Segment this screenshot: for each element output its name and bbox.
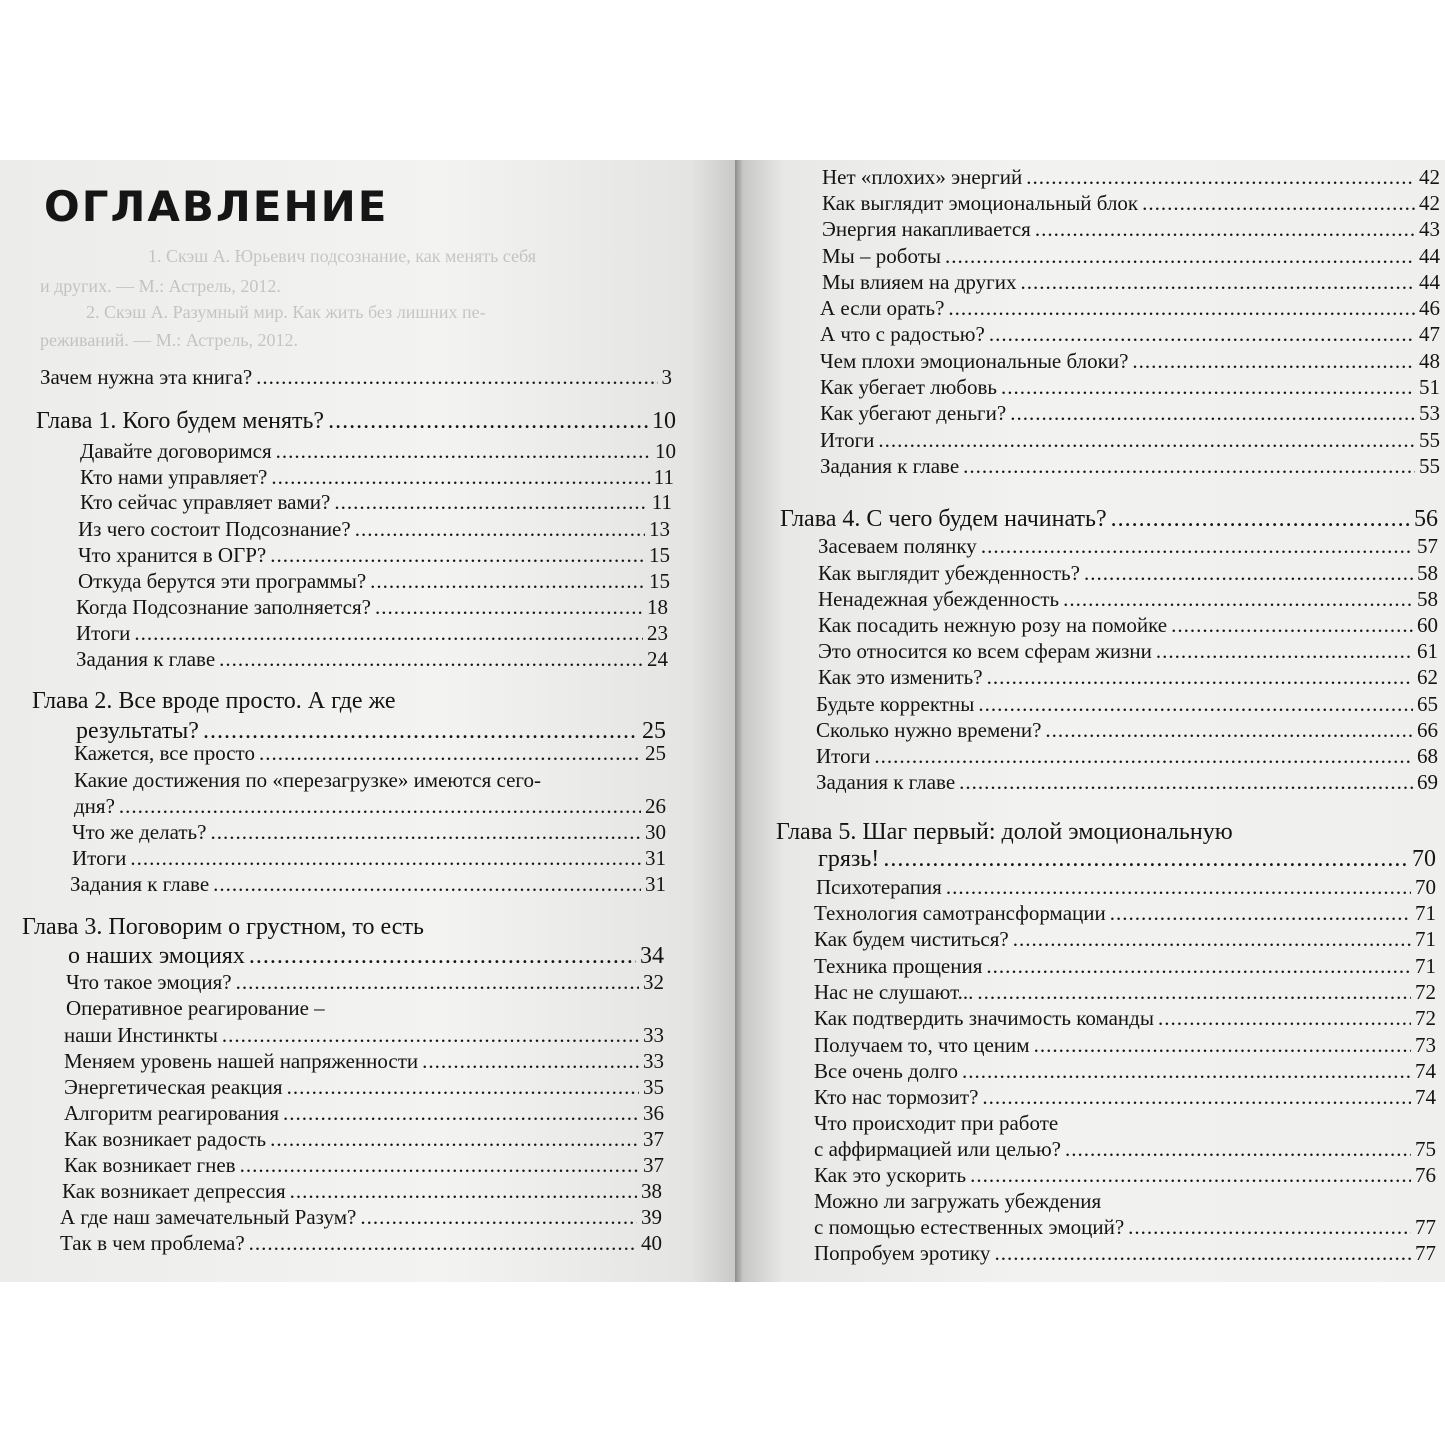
toc-page-number: 70 xyxy=(1415,875,1436,899)
toc-entry-title: наши Инстинкты xyxy=(64,1023,218,1047)
toc-entry-title: Как подтвердить значимость команды xyxy=(814,1006,1154,1030)
leader-dots xyxy=(276,439,651,464)
toc-entry[interactable] xyxy=(78,569,670,594)
leader-dots xyxy=(994,1241,1411,1266)
chapter-title: результаты? xyxy=(76,718,199,744)
leader-dots xyxy=(270,543,645,568)
toc-entry[interactable] xyxy=(816,770,1438,795)
toc-entry[interactable] xyxy=(64,1101,664,1126)
toc-entry[interactable] xyxy=(64,1023,664,1048)
toc-page-number: 3 xyxy=(661,365,672,389)
toc-entry-title: Кто нами управляет? xyxy=(80,465,268,489)
toc-entry[interactable] xyxy=(64,1127,664,1152)
toc-entry[interactable] xyxy=(60,1231,662,1256)
leader-dots xyxy=(210,820,641,845)
toc-entry-title: Как это ускорить xyxy=(814,1163,967,1187)
leader-dots xyxy=(334,490,647,515)
toc-page-number: 71 xyxy=(1415,954,1436,978)
chapter-title: о наших эмоциях xyxy=(68,943,245,969)
toc-entry[interactable] xyxy=(820,428,1440,453)
toc-page-number: 62 xyxy=(1417,665,1438,689)
toc-page-number: 65 xyxy=(1417,692,1438,716)
toc-entry-title: Итоги xyxy=(820,428,875,452)
book-gutter xyxy=(735,160,742,1282)
toc-page-number: 77 xyxy=(1415,1241,1436,1265)
book-spread xyxy=(0,160,1445,1282)
leader-dots xyxy=(130,846,641,871)
toc-page-number: 30 xyxy=(645,820,666,844)
leader-dots xyxy=(213,872,641,897)
leader-dots xyxy=(219,647,643,672)
toc-entry[interactable] xyxy=(816,744,1438,769)
toc-page-number: 39 xyxy=(641,1205,662,1229)
toc-entry-title: Это относится ко всем сферам жизни xyxy=(818,639,1152,663)
toc-entry[interactable] xyxy=(80,465,674,490)
toc-entry-title: Психотерапия xyxy=(816,875,942,899)
toc-entry-title: с помощью естественных эмоций? xyxy=(814,1215,1125,1239)
toc-page-number: 10 xyxy=(652,408,676,434)
toc-page-number: 60 xyxy=(1417,613,1438,637)
chapter-title: Глава 1. Кого будем менять? xyxy=(36,408,325,434)
leader-dots xyxy=(236,970,639,995)
toc-entry[interactable] xyxy=(814,927,1436,952)
leader-dots xyxy=(1128,1215,1411,1240)
leader-dots xyxy=(1026,165,1415,190)
toc-page-number: 23 xyxy=(647,621,668,645)
leader-dots xyxy=(1034,1033,1411,1058)
toc-page-number: 24 xyxy=(647,647,668,671)
toc-page-number: 42 xyxy=(1419,165,1440,189)
toc-entry-title: Задания к главе xyxy=(70,872,210,896)
leader-dots xyxy=(283,1101,639,1126)
leader-dots xyxy=(1110,901,1411,926)
leader-dots xyxy=(1158,1006,1411,1031)
leader-dots xyxy=(959,770,1413,795)
leader-dots xyxy=(883,846,1408,873)
toc-entry-title: Как выглядит эмоциональный блок xyxy=(822,191,1139,215)
leader-dots xyxy=(970,1163,1411,1188)
toc-entry-intro[interactable] xyxy=(40,365,672,390)
leader-dots xyxy=(119,794,641,819)
toc-entry-wrapped[interactable]: Можно ли загружать убеждения xyxy=(814,1189,1102,1213)
toc-entry-title: Нет «плохих» энергий xyxy=(822,165,1023,189)
leader-dots xyxy=(256,365,657,390)
toc-entry[interactable] xyxy=(822,244,1440,269)
toc-entry[interactable] xyxy=(80,490,672,515)
toc-entry[interactable] xyxy=(816,718,1438,743)
toc-page-number: 44 xyxy=(1419,270,1440,294)
toc-page-number: 37 xyxy=(643,1153,664,1177)
toc-entry[interactable] xyxy=(818,534,1438,559)
toc-entry[interactable] xyxy=(64,1049,664,1074)
toc-entry-title: Как убегают деньги? xyxy=(820,401,1007,425)
leader-dots xyxy=(1063,587,1413,612)
toc-entry-title: Чем плохи эмоциональные блоки? xyxy=(820,349,1129,373)
toc-entry-wrapped[interactable]: Какие достижения по «перезагрузке» имеются сего- xyxy=(74,768,541,792)
toc-entry[interactable] xyxy=(72,846,666,871)
toc-entry-title: Итоги xyxy=(816,744,871,768)
bleed-through-text: и других. — М.: Астрель, 2012. xyxy=(40,276,281,296)
toc-page-number: 25 xyxy=(645,741,666,765)
leader-dots xyxy=(290,1179,637,1204)
leader-dots xyxy=(270,1127,639,1152)
toc-entry-title: Как возникает гнев xyxy=(64,1153,236,1177)
chapter-3-title-line1: Глава 3. Поговорим о грустном, то есть xyxy=(22,914,424,940)
toc-chapter-4[interactable] xyxy=(780,506,1438,533)
toc-page-number: 53 xyxy=(1419,401,1440,425)
leader-dots xyxy=(978,692,1413,717)
right-page xyxy=(742,160,1445,1282)
toc-entry-title: Откуда берутся эти программы? xyxy=(78,569,367,593)
toc-entry[interactable] xyxy=(816,692,1438,717)
toc-entry[interactable] xyxy=(820,454,1440,479)
toc-entry-title: Мы – роботы xyxy=(822,244,941,268)
toc-entry[interactable] xyxy=(814,1085,1436,1110)
toc-entry-title: Техника прощения xyxy=(814,954,983,978)
toc-entry-title: Задания к главе xyxy=(820,454,960,478)
toc-entry-title: Как убегает любовь xyxy=(820,375,997,399)
toc-entry-title: Давайте договоримся xyxy=(80,439,272,463)
toc-entry[interactable] xyxy=(820,322,1440,347)
toc-entry-title: Алгоритм реагирования xyxy=(64,1101,280,1125)
toc-entry-title: Из чего состоит Подсознание? xyxy=(78,517,351,541)
leader-dots xyxy=(986,954,1411,979)
toc-page-number: 71 xyxy=(1415,927,1436,951)
leader-dots xyxy=(222,1023,639,1048)
toc-page-number: 74 xyxy=(1415,1059,1436,1083)
toc-entry[interactable] xyxy=(820,375,1440,400)
toc-page-number: 13 xyxy=(649,517,670,541)
toc-entry[interactable] xyxy=(820,349,1440,374)
toc-page-number: 58 xyxy=(1417,561,1438,585)
leader-dots xyxy=(1010,401,1415,426)
leader-dots xyxy=(1001,375,1415,400)
toc-entry[interactable] xyxy=(60,1205,662,1230)
toc-page-number: 38 xyxy=(641,1179,662,1203)
toc-entry-title: Попробуем эротику xyxy=(814,1241,991,1265)
toc-entry-title: Получаем то, что ценим xyxy=(814,1033,1030,1057)
toc-entry[interactable] xyxy=(78,517,670,542)
leader-dots xyxy=(948,296,1415,321)
toc-entry[interactable] xyxy=(66,970,664,995)
toc-page-number: 33 xyxy=(643,1049,664,1073)
toc-entry[interactable] xyxy=(814,1033,1436,1058)
toc-page-number: 10 xyxy=(655,439,676,463)
toc-page-number: 48 xyxy=(1419,349,1440,373)
toc-entry[interactable] xyxy=(814,1006,1436,1031)
toc-page-number: 71 xyxy=(1415,901,1436,925)
toc-entry-title: Как это изменить? xyxy=(818,665,983,689)
toc-entry-title: Итоги xyxy=(76,621,131,645)
toc-page-number: 75 xyxy=(1415,1137,1436,1161)
leader-dots xyxy=(240,1153,639,1178)
leader-dots xyxy=(422,1049,639,1074)
toc-entry[interactable] xyxy=(814,1215,1436,1240)
toc-entry[interactable] xyxy=(76,595,668,620)
toc-page-number: 15 xyxy=(649,569,670,593)
toc-page-number: 44 xyxy=(1419,244,1440,268)
leader-dots xyxy=(1142,191,1415,216)
leader-dots xyxy=(1084,561,1413,586)
toc-entry-title: Итоги xyxy=(72,846,127,870)
toc-entry[interactable] xyxy=(72,820,666,845)
toc-page-number: 11 xyxy=(653,465,674,489)
toc-entry[interactable] xyxy=(818,561,1438,586)
chapter-title: Глава 4. С чего будем начинать? xyxy=(780,506,1107,532)
toc-page-number: 55 xyxy=(1419,428,1440,452)
leader-dots xyxy=(989,322,1415,347)
toc-entry[interactable] xyxy=(64,1075,664,1100)
toc-entry[interactable] xyxy=(818,613,1438,638)
toc-page-number: 72 xyxy=(1415,980,1436,1004)
bleed-through-text: 1. Скэш А. Юрьевич подсознание, как менять себя xyxy=(148,246,536,266)
toc-page-number: 55 xyxy=(1419,454,1440,478)
toc-entry[interactable] xyxy=(820,296,1440,321)
toc-entry-title: Нас не слушают... xyxy=(814,980,974,1004)
leader-dots xyxy=(360,1205,637,1230)
toc-page-number: 25 xyxy=(642,718,666,744)
chapter-2-title-line1: Глава 2. Все вроде просто. А где же xyxy=(32,688,396,714)
toc-entry-title: Кто нас тормозит? xyxy=(814,1085,979,1109)
toc-page-number: 11 xyxy=(651,490,672,514)
toc-entry-title: А если орать? xyxy=(820,296,945,320)
leader-dots xyxy=(1065,1137,1411,1162)
toc-entry[interactable] xyxy=(74,794,666,819)
toc-entry-title: Сколько нужно времени? xyxy=(816,718,1042,742)
toc-entry[interactable] xyxy=(814,1163,1436,1188)
toc-entry[interactable] xyxy=(822,217,1440,242)
toc-page-number: 72 xyxy=(1415,1006,1436,1030)
toc-page-number: 77 xyxy=(1415,1215,1436,1239)
toc-entry[interactable] xyxy=(814,980,1436,1005)
toc-entry-title: Как возникает депрессия xyxy=(62,1179,286,1203)
leader-dots xyxy=(375,595,643,620)
leader-dots xyxy=(259,741,641,766)
toc-page-number: 66 xyxy=(1417,718,1438,742)
leader-dots xyxy=(370,569,645,594)
toc-entry[interactable] xyxy=(814,1241,1436,1266)
leader-dots xyxy=(874,744,1413,769)
toc-page-number: 47 xyxy=(1419,322,1440,346)
toc-page-number: 18 xyxy=(647,595,668,619)
toc-page-number: 70 xyxy=(1412,846,1436,872)
toc-entry-title: Кто сейчас управляет вами? xyxy=(80,490,331,514)
leader-dots xyxy=(1111,506,1410,533)
toc-entry[interactable] xyxy=(814,1059,1436,1084)
toc-entry-title: Как выглядит убежденность? xyxy=(818,561,1080,585)
toc-entry-title: Задания к главе xyxy=(816,770,956,794)
toc-entry[interactable] xyxy=(80,439,676,464)
toc-entry-title: дня? xyxy=(74,794,115,818)
leader-dots xyxy=(1045,718,1413,743)
toc-page-number: 51 xyxy=(1419,375,1440,399)
toc-page-number: 31 xyxy=(645,872,666,896)
leader-dots xyxy=(249,1231,637,1256)
leader-dots xyxy=(945,244,1415,269)
toc-chapter-5[interactable] xyxy=(818,846,1436,873)
leader-dots xyxy=(1132,349,1415,374)
toc-entry-title: с аффирмацией или целью? xyxy=(814,1137,1061,1161)
leader-dots xyxy=(1020,270,1415,295)
toc-entry-title: Ненадежная убежденность xyxy=(818,587,1060,611)
leader-dots xyxy=(962,1059,1411,1084)
toc-chapter-3[interactable] xyxy=(68,943,664,970)
toc-heading: ОГЛАВЛЕНИЕ xyxy=(44,182,389,231)
toc-entry-title: Засеваем полянку xyxy=(818,534,977,558)
leader-dots xyxy=(1171,613,1413,638)
leader-dots xyxy=(355,517,645,542)
toc-entry[interactable] xyxy=(822,165,1440,190)
leader-dots xyxy=(271,465,649,490)
toc-page-number: 61 xyxy=(1417,639,1438,663)
toc-page-number: 34 xyxy=(640,943,664,969)
toc-entry-title: Энергия накапливается xyxy=(822,217,1031,241)
chapter-title: грязь! xyxy=(818,846,880,872)
toc-page-number: 56 xyxy=(1414,506,1438,532)
leader-dots xyxy=(963,454,1415,479)
toc-page-number: 68 xyxy=(1417,744,1438,768)
toc-entry-title: А что с радостью? xyxy=(820,322,985,346)
toc-entry-title: Как возникает радость xyxy=(64,1127,267,1151)
toc-page-number: 32 xyxy=(643,970,664,994)
toc-page-number: 57 xyxy=(1417,534,1438,558)
toc-entry-title: Как будем чиститься? xyxy=(814,927,1009,951)
leader-dots xyxy=(981,534,1413,559)
left-page xyxy=(0,160,735,1282)
toc-entry-title: Меняем уровень нашей напряженности xyxy=(64,1049,419,1073)
toc-entry[interactable] xyxy=(818,665,1438,690)
toc-page-number: 36 xyxy=(643,1101,664,1125)
toc-entry[interactable] xyxy=(70,872,666,897)
toc-entry[interactable] xyxy=(822,191,1440,216)
toc-entry[interactable] xyxy=(64,1153,664,1178)
toc-entry-title: Как посадить нежную розу на помойке xyxy=(818,613,1168,637)
toc-entry-title: Задания к главе xyxy=(76,647,216,671)
toc-entry-title: Так в чем проблема? xyxy=(60,1231,245,1255)
toc-page-number: 58 xyxy=(1417,587,1438,611)
toc-entry[interactable] xyxy=(74,741,666,766)
toc-page-number: 15 xyxy=(649,543,670,567)
leader-dots xyxy=(878,428,1415,453)
leader-dots xyxy=(287,1075,639,1100)
toc-entry[interactable] xyxy=(822,270,1440,295)
leader-dots xyxy=(249,943,636,970)
toc-page-number: 37 xyxy=(643,1127,664,1151)
toc-entry[interactable] xyxy=(78,543,670,568)
toc-entry[interactable] xyxy=(76,621,668,646)
toc-page-number: 40 xyxy=(641,1231,662,1255)
bleed-through-text: 2. Скэш А. Разумный мир. Как жить без лишних пе- xyxy=(86,302,486,322)
toc-page-number: 35 xyxy=(643,1075,664,1099)
toc-page-number: 76 xyxy=(1415,1163,1436,1187)
leader-dots xyxy=(982,1085,1411,1110)
toc-entry[interactable] xyxy=(814,901,1436,926)
toc-entry[interactable] xyxy=(62,1179,662,1204)
toc-entry-title: Технология самотрансформации xyxy=(814,901,1106,925)
toc-page-number: 31 xyxy=(645,846,666,870)
toc-page-number: 69 xyxy=(1417,770,1438,794)
leader-dots xyxy=(977,980,1411,1005)
toc-page-number: 26 xyxy=(645,794,666,818)
toc-entry[interactable] xyxy=(814,954,1436,979)
toc-page-number: 74 xyxy=(1415,1085,1436,1109)
toc-entry[interactable] xyxy=(820,401,1440,426)
toc-entry[interactable] xyxy=(814,1137,1436,1162)
toc-page-number: 33 xyxy=(643,1023,664,1047)
toc-entry-title: Зачем нужна эта книга? xyxy=(40,365,253,389)
toc-entry[interactable] xyxy=(818,587,1438,612)
leader-dots xyxy=(134,621,643,646)
toc-entry-wrapped[interactable]: Что происходит при работе xyxy=(814,1111,1059,1135)
toc-chapter-1[interactable] xyxy=(36,408,676,435)
leader-dots xyxy=(1013,927,1411,952)
leader-dots xyxy=(987,665,1413,690)
toc-page-number: 73 xyxy=(1415,1033,1436,1057)
chapter-5-title-line1: Глава 5. Шаг первый: долой эмоциональную xyxy=(776,819,1233,845)
bleed-through-text: реживаний. — М.: Астрель, 2012. xyxy=(40,330,299,350)
toc-entry-title: Мы влияем на других xyxy=(822,270,1017,294)
leader-dots xyxy=(1035,217,1415,242)
toc-entry-title: Все очень долго xyxy=(814,1059,959,1083)
toc-entry-title: Что же делать? xyxy=(72,820,207,844)
toc-entry-title: Что такое эмоция? xyxy=(66,970,232,994)
toc-page-number: 42 xyxy=(1419,191,1440,215)
toc-page-number: 46 xyxy=(1419,296,1440,320)
toc-entry-title: Когда Подсознание заполняется? xyxy=(76,595,371,619)
toc-entry-title: А где наш замечательный Разум? xyxy=(60,1205,357,1229)
toc-entry-title: Что хранится в ОГР? xyxy=(78,543,267,567)
leader-dots xyxy=(328,408,648,435)
toc-entry[interactable] xyxy=(76,647,668,672)
leader-dots xyxy=(1156,639,1413,664)
toc-entry-title: Будьте корректны xyxy=(816,692,975,716)
toc-entry-title: Энергетическая реакция xyxy=(64,1075,283,1099)
leader-dots xyxy=(946,875,1411,900)
toc-entry[interactable] xyxy=(816,875,1436,900)
toc-entry-title: Кажется, все просто xyxy=(74,741,255,765)
toc-entry-wrapped[interactable]: Оперативное реагирование – xyxy=(66,996,325,1020)
toc-entry[interactable] xyxy=(818,639,1438,664)
toc-page-number: 43 xyxy=(1419,217,1440,241)
